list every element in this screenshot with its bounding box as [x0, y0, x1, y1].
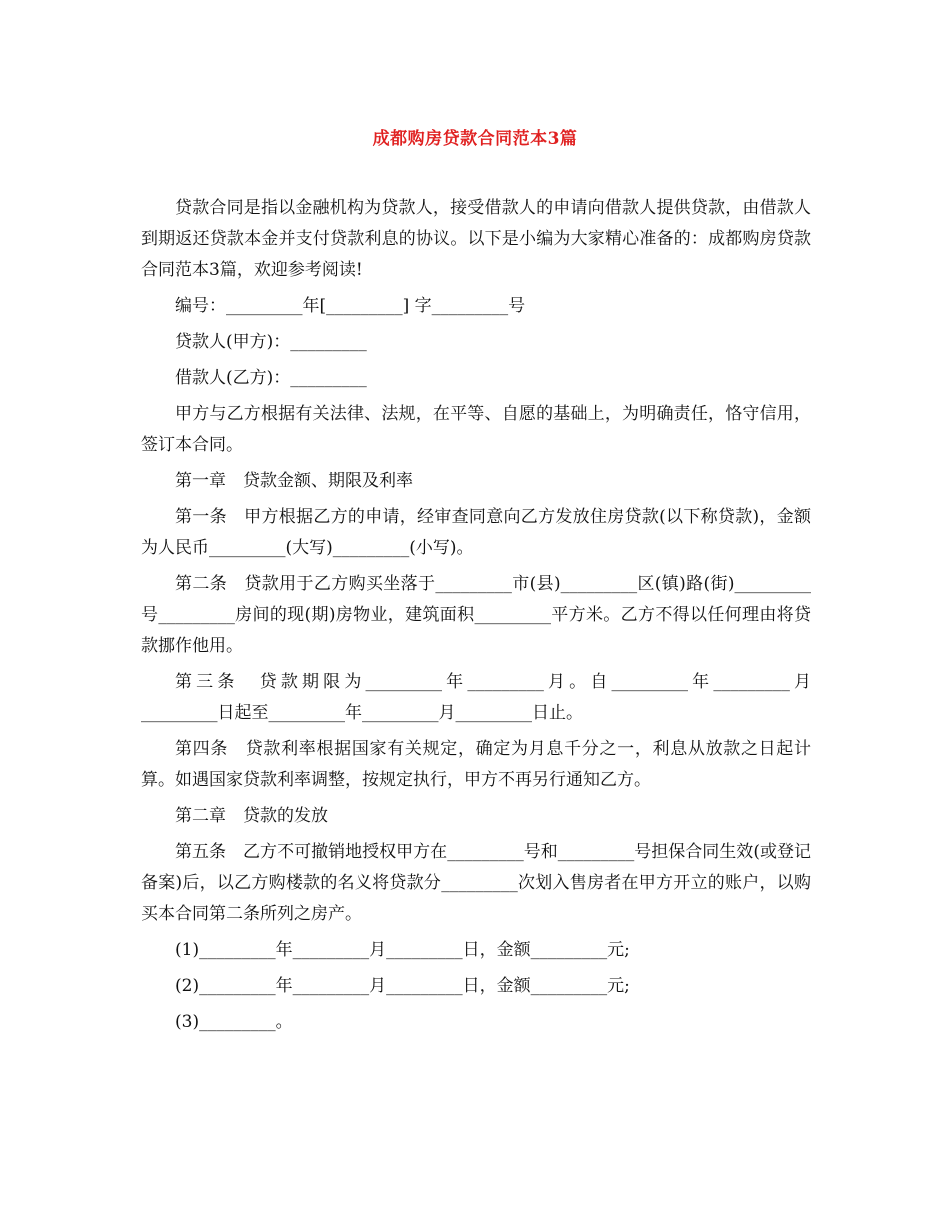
article-paragraph: 第二条 贷款用于乙方购买坐落于_________市(县)_________区(镇)路(街)_________号_________房间的现(期)房物业，建筑面积_________平方米。乙方不得以任何理由将贷款挪作他用。: [141, 574, 811, 656]
article-paragraph: 第三条 贷款期限为_________年_________月。自_________年_________月_________日起至_________年_________月_________日止。: [141, 672, 811, 723]
article-paragraph: 第一条 甲方根据乙方的申请，经审查同意向乙方发放住房贷款(以下称贷款)，金额为人民币_________(大写)_________(小写)。: [141, 507, 811, 558]
chapter-heading: 第二章 贷款的发放: [175, 806, 328, 826]
intro-paragraph: 贷款合同是指以金融机构为贷款人，接受借款人的申请向借款人提供贷款，由借款人到期返还贷款本金并支付贷款利息的协议。以下是小编为大家精心准备的：成都购房贷款合同范本3篇，欢迎参考阅读!: [141, 198, 811, 280]
chapter-heading: 第一章 贷款金额、期限及利率: [175, 471, 413, 491]
borrower-line: 借款人(乙方)：_________: [175, 368, 367, 388]
installment-item: (2)_________年_________月_________日，金额_________元;: [175, 976, 630, 996]
document-body: [141, 193, 811, 1043]
contract-number-line: 编号：_________年[_________] 字_________号: [175, 296, 526, 316]
installment-item: (1)_________年_________月_________日，金额_________元;: [175, 940, 630, 960]
document-title: 成都购房贷款合同范本3篇: [372, 129, 578, 149]
installment-item: (3)_________。: [175, 1012, 293, 1032]
article-paragraph: 第四条 贷款利率根据国家有关规定，确定为月息千分之一，利息从放款之日起计算。如遇国家贷款利率调整，按规定执行，甲方不再另行通知乙方。: [141, 739, 811, 790]
lender-line: 贷款人(甲方)：_________: [175, 332, 367, 352]
preamble-paragraph: 甲方与乙方根据有关法律、法规，在平等、自愿的基础上，为明确责任，恪守信用，签订本合同。: [141, 404, 811, 455]
article-paragraph: 第五条 乙方不可撤销地授权甲方在_________号和_________号担保合同生效(或登记备案)后，以乙方购楼款的名义将贷款分_________次划入售房者在甲方开立的账户，以购买本合同第二条所列之房产。: [141, 842, 811, 924]
